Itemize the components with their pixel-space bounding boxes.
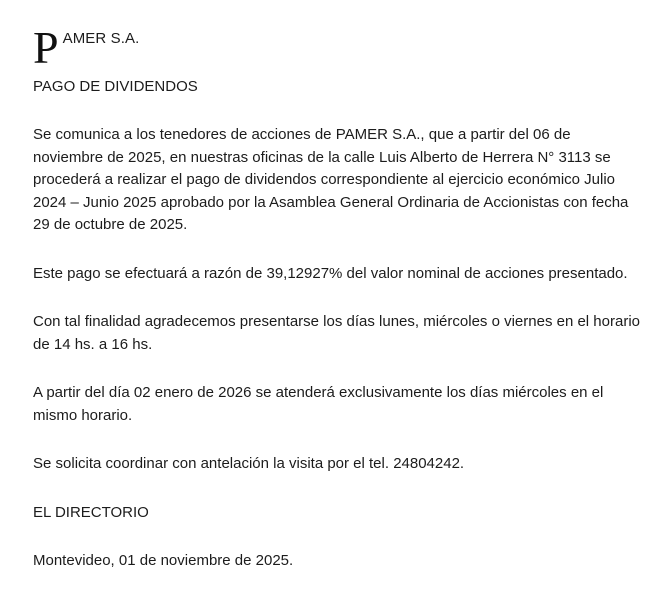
company-name-rest: AMER S.A. — [62, 30, 140, 47]
company-initial-dropcap: P — [33, 22, 59, 73]
place-and-date: Montevideo, 01 de noviembre de 2025. — [33, 552, 294, 569]
paragraph-attendance-days: Con tal finalidad agradecemos presentarse los días lunes, miércoles o viernes en el horario de 14 hs. a 16 hs. — [33, 313, 640, 353]
paragraph-payment-announcement: Se comunica a los tenedores de acciones de PAMER S.A., que a partir del 06 de noviembre de 2025, en nuestras oficinas de la calle Luis Alberto de Herrera N° 3113 se procederá a realizar el pago de dividendos correspondiente al ejercicio económico Julio 2024 – Junio 2025 aprobado por la Asamblea General Ordinaria de Accionistas con fecha 29 de octubre de 2025. — [33, 126, 629, 233]
paragraph-schedule-change: A partir del día 02 enero de 2026 se atenderá exclusivamente los días miércoles en el mismo horario. — [33, 384, 604, 424]
notice-heading: PAGO DE DIVIDENDOS — [33, 78, 198, 95]
paragraph-contact-phone: Se solicita coordinar con antelación la visita por el tel. 24804242. — [33, 455, 465, 472]
company-name — [33, 22, 643, 73]
paragraph-payment-rate: Este pago se efectuará a razón de 39,12927% del valor nominal de acciones presentado. — [33, 264, 628, 282]
signature: EL DIRECTORIO — [33, 503, 149, 521]
notice-document — [33, 22, 643, 599]
